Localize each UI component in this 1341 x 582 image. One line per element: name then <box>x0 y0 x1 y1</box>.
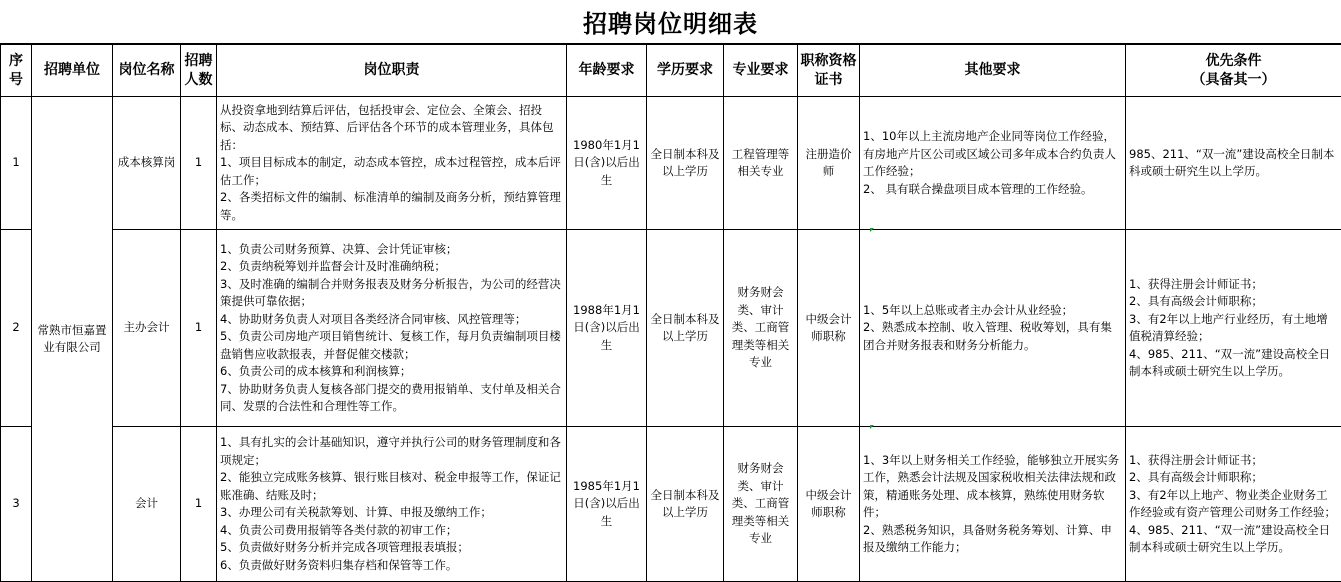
cell-position: 主办会计 <box>113 230 181 427</box>
header-cert: 职称资格证书 <box>798 45 860 97</box>
duty-line: 2、负责纳税筹划并监督会计及时准确纳税； <box>220 259 446 273</box>
cell-other <box>860 230 1126 427</box>
priority-line: 4、985、211、“双一流”建设高校全日制本科或硕士研究生以上学历。 <box>1129 522 1331 554</box>
table-header-row <box>1 45 1341 97</box>
priority-line: 3、有2年以上地产行业经历，有土地增值税清算经验； <box>1129 311 1328 343</box>
header-age: 年龄要求 <box>567 45 647 97</box>
cell-comment-marker <box>870 425 874 429</box>
cell-priority <box>1126 427 1341 582</box>
cell-seq: 2 <box>1 230 32 427</box>
cell-other <box>860 97 1126 230</box>
duty-line: 3、及时准确的编制合并财务报表及财务分析报告，为公司的经营决策提供可靠依据； <box>220 276 561 308</box>
cell-duties <box>217 97 567 230</box>
cell-position: 成本核算岗 <box>113 97 181 230</box>
cell-age: 1980年1月1日(含)以后出生 <box>567 97 647 230</box>
header-seq: 序号 <box>1 45 32 97</box>
other-line: 2、熟悉税务知识，具备财务税务筹划、计算、申报及缴纳工作能力； <box>863 522 1112 554</box>
header-unit: 招聘单位 <box>32 45 113 97</box>
duty-line: 7、协助财务负责人复核各部门提交的费用报销单、支付单及相关合同、发票的合法性和合理性等工作。 <box>220 381 561 413</box>
cell-duties <box>217 427 567 582</box>
priority-line: 1、获得注册会计师证书； <box>1129 276 1263 291</box>
cell-age: 1985年1月1日(含)以后出生 <box>567 427 647 582</box>
other-line: 1、10年以上主流房地产企业同等岗位工作经验，有房地产片区公司或区域公司多年成本合约负责人工作经验； <box>863 129 1116 178</box>
cell-other <box>860 427 1126 582</box>
cell-position: 会计 <box>113 427 181 582</box>
priority-line: 2、具有高级会计师职称； <box>1129 470 1263 484</box>
header-education: 学历要求 <box>647 45 724 97</box>
cell-seq: 1 <box>1 97 32 230</box>
cell-cert: 中级会计师职称 <box>798 427 860 582</box>
cell-education: 全日制本科及以上学历 <box>647 97 724 230</box>
header-priority-line2: （具备其一） <box>1191 71 1276 88</box>
header-priority <box>1126 45 1341 97</box>
cell-count: 1 <box>181 97 217 230</box>
cell-count: 1 <box>181 230 217 427</box>
cell-major: 工程管理等相关专业 <box>724 97 798 230</box>
cell-major: 财务财会类、审计类、工商管理类等相关专业 <box>724 427 798 582</box>
cell-count: 1 <box>181 427 217 582</box>
cell-major: 财务财会类、审计类、工商管理类等相关专业 <box>724 230 798 427</box>
priority-line: 985、211、“双一流”建设高校全日制本科或硕士研究生以上学历。 <box>1129 146 1335 178</box>
duty-line: 从投资拿地到结算后评估，包括投审会、定位会、全策会、招投标、动态成本、预结算、后评估各个环节的成本管理业务，具体包括： <box>220 102 554 152</box>
other-line: 1、5年以上总账或者主办会计从业经验； <box>863 302 1074 317</box>
priority-line: 4、985、211、“双一流”建设高校全日制本科或硕士研究生以上学历。 <box>1129 346 1331 378</box>
cell-seq: 3 <box>1 427 32 582</box>
duty-line: 6、负责公司的成本核算和利润核算； <box>220 364 412 378</box>
priority-line: 2、具有高级会计师职称； <box>1129 294 1263 308</box>
cell-priority <box>1126 97 1341 230</box>
header-position: 岗位名称 <box>113 45 181 97</box>
other-line: 2、熟悉成本控制、收入管理、税收筹划，具有集团合并财务报表和财务分析能力。 <box>863 320 1112 352</box>
duty-line: 2、能独立完成账务核算、银行账目核对、税金申报等工作，保证记账准确、结账及时； <box>220 470 561 502</box>
table-row <box>1 427 1341 582</box>
cell-comment-marker <box>870 228 874 232</box>
cell-duties <box>217 230 567 427</box>
duty-line: 1、负责公司财务预算、决算、会计凭证审核； <box>220 241 458 256</box>
other-line: 1、3年以上财务相关工作经验，能够独立开展实务工作，熟悉会计法规及国家税收相关法律法规和政策，精通账务处理、成本核算，熟练使用财务软件； <box>863 452 1120 519</box>
header-duties: 岗位职责 <box>217 45 567 97</box>
cell-priority <box>1126 230 1341 427</box>
duty-line: 6、负责做好财务资料归集存档和保管等工作。 <box>220 557 458 572</box>
page-title: 招聘岗位明细表 <box>583 10 758 38</box>
header-major: 专业要求 <box>724 45 798 97</box>
cell-education: 全日制本科及以上学历 <box>647 427 724 582</box>
duty-line: 4、协助财务负责人对项目各类经济合同审核、风控管理等； <box>220 311 527 326</box>
header-other: 其他要求 <box>860 45 1126 97</box>
recruitment-table <box>0 44 1341 582</box>
priority-line: 1、获得注册会计师证书； <box>1129 452 1263 467</box>
duty-line: 1、项目目标成本的制定，动态成本管控，成本过程管控，成本后评估工作； <box>220 155 561 187</box>
sheet-title-row <box>0 0 1341 44</box>
header-priority-line1: 优先条件 <box>1205 52 1262 69</box>
duty-line: 1、具有扎实的会计基础知识，遵守并执行公司的财务管理制度和各项规定； <box>220 435 561 467</box>
cell-unit: 常熟市恒嘉置业有限公司 <box>32 97 113 582</box>
cell-cert: 注册造价师 <box>798 97 860 230</box>
duty-line: 2、各类招标文件的编制、标准清单的编制及商务分析，预结算管理等。 <box>220 190 561 222</box>
duty-line: 4、负责公司费用报销等各类付款的初审工作； <box>220 522 458 537</box>
table-row <box>1 230 1341 427</box>
duty-line: 5、负责公司房地产项目销售统计、复核工作，每月负责编制项目楼盘销售应收款报表，并督促催交楼款； <box>220 329 561 361</box>
cell-cert: 中级会计师职称 <box>798 230 860 427</box>
duty-line: 3、办理公司有关税款筹划、计算、申报及缴纳工作； <box>220 505 492 519</box>
priority-line: 3、有2年以上地产、物业类企业财务工作经验或有资产管理公司财务工作经验； <box>1129 487 1336 519</box>
duty-line: 5、负责做好财务分析并完成各项管理报表填报； <box>220 540 469 554</box>
cell-education: 全日制本科及以上学历 <box>647 230 724 427</box>
header-count: 招聘人数 <box>181 45 217 97</box>
table-row <box>1 97 1341 230</box>
cell-age: 1988年1月1日(含)以后出生 <box>567 230 647 427</box>
other-line: 2、 具有联合操盘项目成本管理的工作经验。 <box>863 181 1093 196</box>
